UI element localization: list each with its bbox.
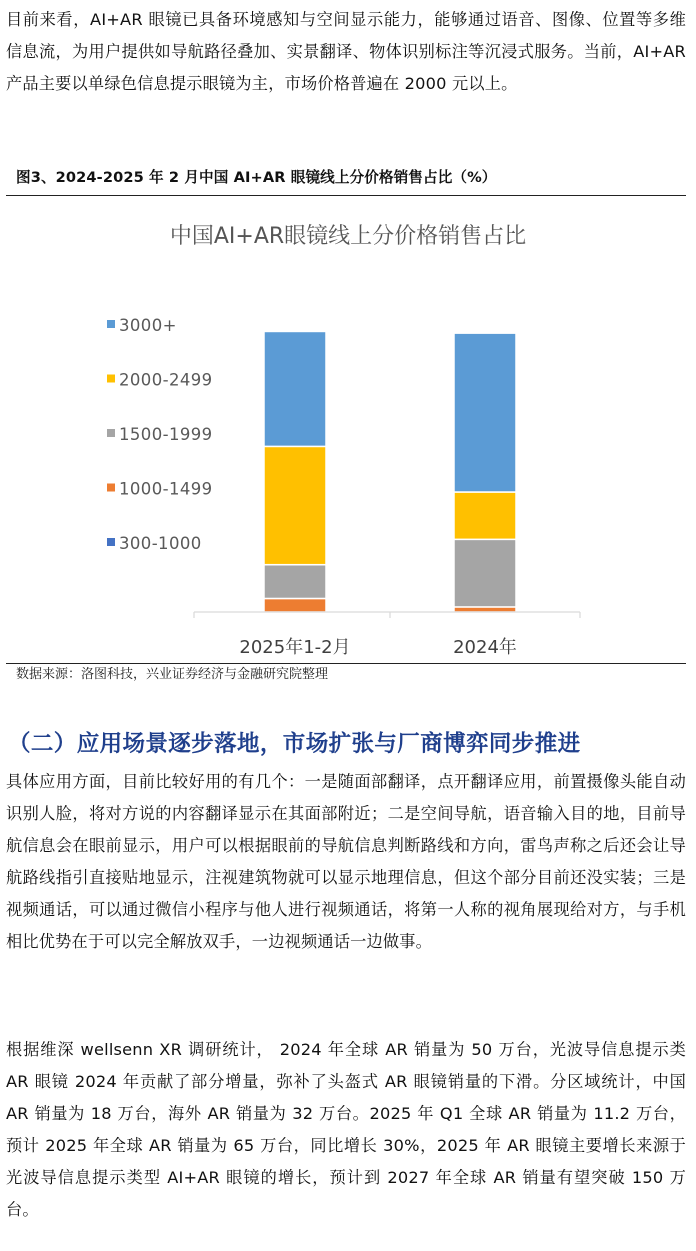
stacked-bar-chart xyxy=(6,196,686,662)
chart-bars xyxy=(264,331,516,612)
body-paragraph-market: 根据维深 wellsenn XR 调研统计， 2024 年全球 AR 销量为 50 万台，光波导信息提示类 AR 眼镜 2024 年贡献了部分增量，弥补了头盔式 AR 眼镜销量的下滑。分区域统计，中国 AR 销量为 18 万台，海外 AR 销量为 32 万台。2025 年 Q1 全球 AR 销量为 11.2 万台，预计 2025 年全球 AR 销量为 65 万台，同比增长 30%，2025 年 AR 眼镜主要增长来源于光波导信息提示类型 AI+AR 眼镜的增长，预计到 2027 年全球 AR 销量有望突破 150 万台。 xyxy=(6,1040,686,1219)
bar-segment-3000-1 xyxy=(454,333,516,492)
legend-label-1000-1499: 1000-1499 xyxy=(119,479,213,499)
figure-caption: 图3、2024-2025 年 2 月中国 AI+AR 眼镜线上分价格销售占比（%） xyxy=(16,169,497,186)
intro-paragraph: 目前来看，AI+AR 眼镜已具备环境感知与空间显示能力，能够通过语音、图像、位置等多维信息流，为用户提供如导航路径叠加、实景翻译、物体识别标注等沉浸式服务。当前，AI+AR 产品主要以单绿色信息提示眼镜为主，市场价格普遍在 2000 元以上。 xyxy=(6,10,686,93)
legend-swatch-2000-2499 xyxy=(107,375,115,383)
bar-segment-2000-2499-1 xyxy=(454,492,516,539)
x-tick-label-1: 2024年 xyxy=(453,637,517,658)
legend-swatch-300-1000 xyxy=(107,538,115,546)
legend-label-300-1000: 300-1000 xyxy=(119,534,202,553)
chart-title: 中国AI+AR眼镜线上分价格销售占比 xyxy=(169,224,527,249)
figure-source: 数据来源：洛图科技，兴业证券经济与金融研究院整理 xyxy=(16,667,329,682)
chart-legend xyxy=(107,316,213,553)
legend-swatch-1000-1499 xyxy=(107,484,115,492)
x-axis-tick-labels xyxy=(239,636,517,658)
bar-segment-1500-1999-0 xyxy=(264,565,326,599)
legend-swatch-3000 xyxy=(107,320,115,328)
bar-segment-1500-1999-1 xyxy=(454,539,516,607)
section-heading: （二）应用场景逐步落地，市场扩张与厂商博弈同步推进 xyxy=(8,731,581,757)
legend-label-3000: 3000+ xyxy=(119,316,177,335)
body-paragraph-applications: 具体应用方面，目前比较好用的有几个：一是随面部翻译，点开翻译应用，前置摄像头能自动识别人脸，将对方说的内容翻译显示在其面部附近；二是空间导航，语音输入目的地，目前导航信息会在眼前显示，用户可以根据眼前的导航信息判断路线和方向，雷鸟声称之后还会让导航路线指引直接贴地显示，注视建筑物就可以显示地理信息，但这个部分目前还没实装；三是视频通话，可以通过微信小程序与他人进行视频通话，将第一人称的视角展现给对方，与手机相比优势在于可以完全解放双手，一边视频通话一边做事。 xyxy=(6,772,686,951)
bar-segment-2000-2499-0 xyxy=(264,446,326,564)
bar-segment-1000-1499-1 xyxy=(454,607,516,612)
legend-label-2000-2499: 2000-2499 xyxy=(119,370,213,390)
bar-segment-3000-0 xyxy=(264,331,326,446)
x-tick-label-0: 2025年1-2月 xyxy=(239,637,351,658)
bar-segment-1000-1499-0 xyxy=(264,598,326,612)
legend-swatch-1500-1999 xyxy=(107,429,115,437)
legend-label-1500-1999: 1500-1999 xyxy=(119,425,213,444)
